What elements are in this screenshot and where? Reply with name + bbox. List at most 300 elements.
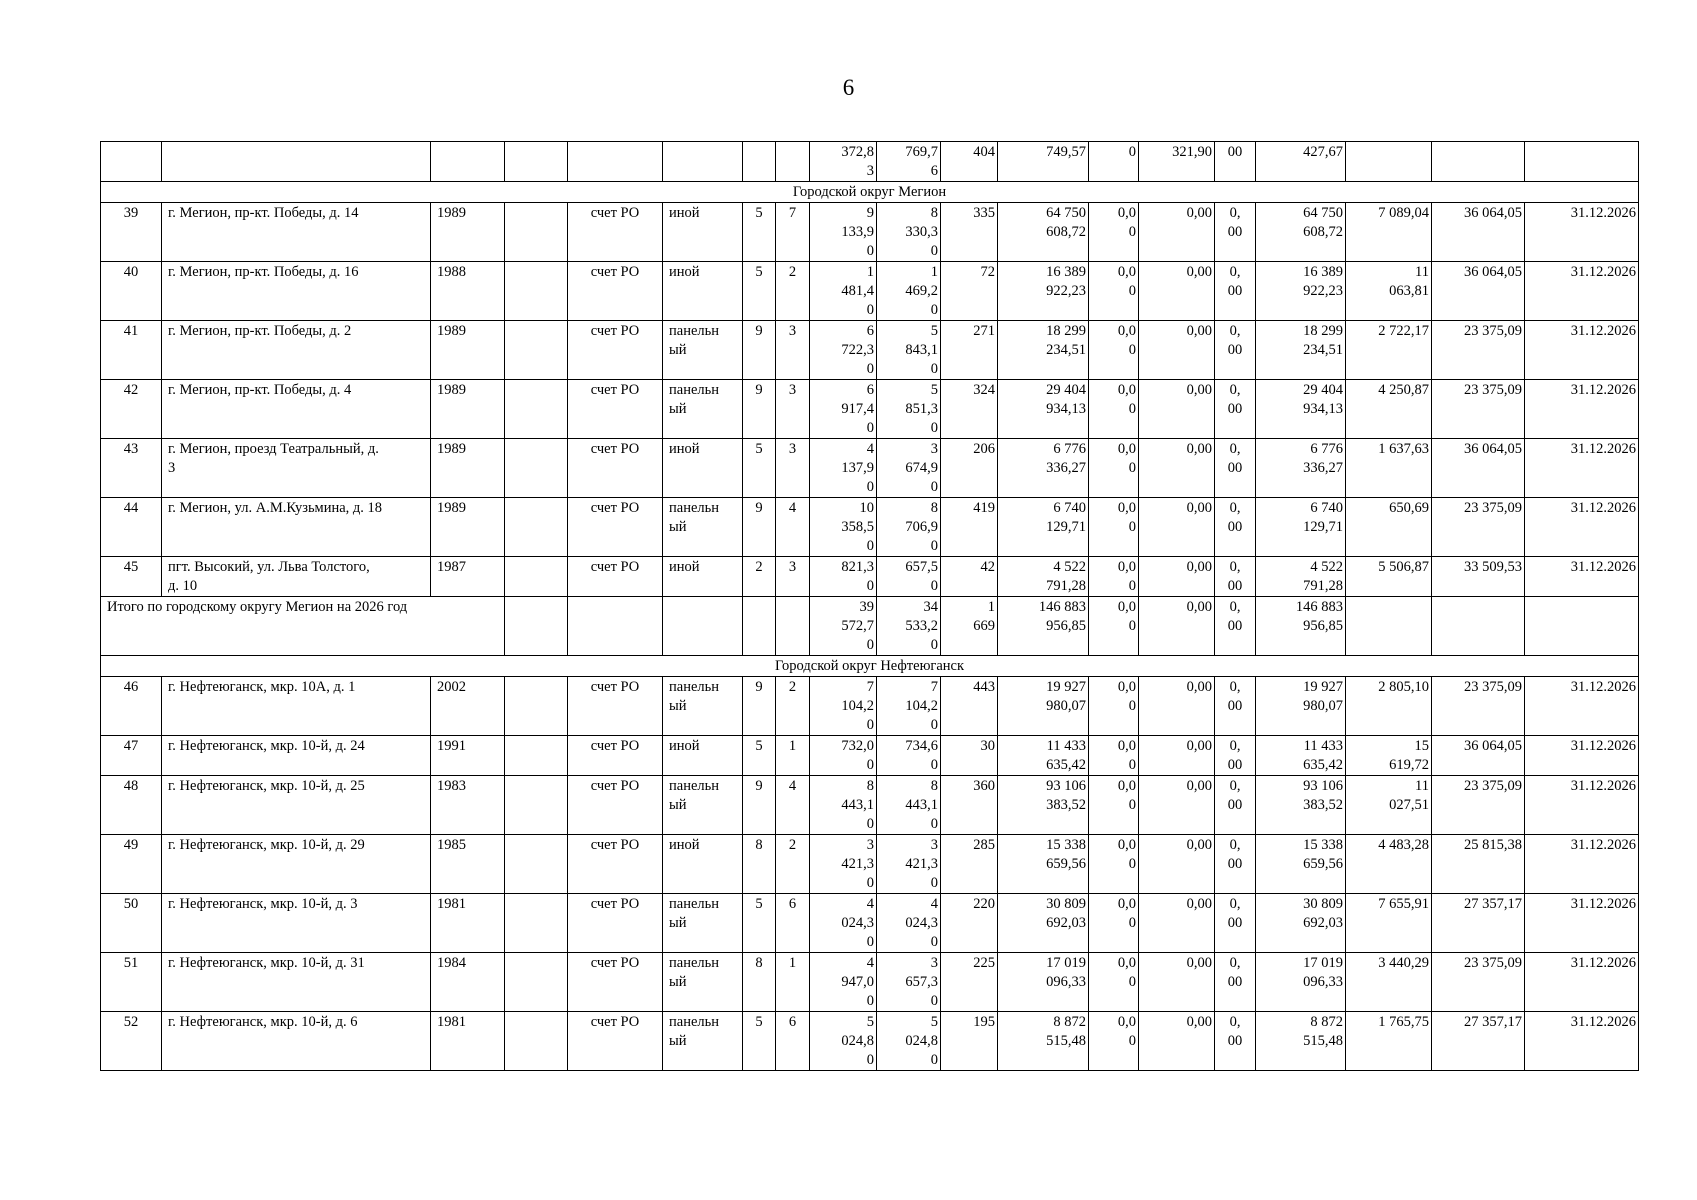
cell-fund-method: счет РО [568, 498, 663, 557]
total-label: Итого по городскому округу Мегион на 2026 год [101, 597, 505, 656]
cell-repair-cost-total: 17 019 096,33 [998, 953, 1089, 1012]
cell-owner-funds: 16 389 922,23 [1256, 262, 1346, 321]
cell-wall-material: панельн ый [663, 1012, 743, 1071]
cell-fund-method: счет РО [568, 776, 663, 835]
cell-repair-cost-total: 6 776 336,27 [998, 439, 1089, 498]
cell-fund-method: счет РО [568, 894, 663, 953]
cell-floors: 9 [743, 677, 776, 736]
cell-repair-cost-total: 18 299 234,51 [998, 321, 1089, 380]
cell-unit-cost [1346, 597, 1432, 656]
cell-living-area: 3 674,9 0 [877, 439, 941, 498]
cell-fund-budget: 0,0 0 [1089, 1012, 1139, 1071]
cell-total-area: 9 133,9 0 [810, 203, 877, 262]
cell-fund-budget: 0,0 0 [1089, 380, 1139, 439]
cell-completion-date: 31.12.2026 [1525, 557, 1639, 597]
cell-regional-budget: 0,00 [1139, 953, 1215, 1012]
cell-year-built: 1989 [431, 203, 505, 262]
cell-blank-col [505, 677, 568, 736]
cell-local-budget: 0, 00 [1215, 380, 1256, 439]
cell-floors: 5 [743, 203, 776, 262]
cell-living-area: 657,5 0 [877, 557, 941, 597]
cell-living-area: 5 851,3 0 [877, 380, 941, 439]
cell-completion-date [1525, 142, 1639, 182]
cell-total-area: 4 137,9 0 [810, 439, 877, 498]
cell-unit-cost: 7 655,91 [1346, 894, 1432, 953]
section-header [101, 182, 1639, 203]
cell-fund-method: счет РО [568, 439, 663, 498]
cell-row-number: 50 [101, 894, 162, 953]
cell-max-unit-cost: 23 375,09 [1432, 677, 1525, 736]
cell-residents: 443 [941, 677, 998, 736]
cell-living-area: 7 104,2 0 [877, 677, 941, 736]
cell-wall-material: панельн ый [663, 498, 743, 557]
cell-wall-material: иной [663, 439, 743, 498]
cell-floors: 9 [743, 321, 776, 380]
cell-address: пгт. Высокий, ул. Льва Толстого, д. 10 [162, 557, 431, 597]
cell-fund-budget: 0,0 0 [1089, 776, 1139, 835]
cell-address: г. Нефтеюганск, мкр. 10-й, д. 31 [162, 953, 431, 1012]
cell-completion-date: 31.12.2026 [1525, 439, 1639, 498]
cell-blank-col [505, 736, 568, 776]
cell-local-budget: 00 [1215, 142, 1256, 182]
cell-regional-budget: 0,00 [1139, 835, 1215, 894]
cell-fund-budget: 0 [1089, 142, 1139, 182]
cell-completion-date: 31.12.2026 [1525, 321, 1639, 380]
section-title: Городской округ Нефтеюганск [101, 656, 1639, 677]
cell-address: г. Нефтеюганск, мкр. 10А, д. 1 [162, 677, 431, 736]
cell-address: г. Мегион, пр-кт. Победы, д. 14 [162, 203, 431, 262]
cell-year-built: 1989 [431, 439, 505, 498]
cell-owner-funds: 29 404 934,13 [1256, 380, 1346, 439]
cell-blank-col [505, 380, 568, 439]
cell-local-budget: 0, 00 [1215, 321, 1256, 380]
cell-year-built: 1981 [431, 894, 505, 953]
cell-max-unit-cost: 23 375,09 [1432, 321, 1525, 380]
cell-residents: 285 [941, 835, 998, 894]
cell-fund-budget: 0,0 0 [1089, 557, 1139, 597]
cell-year-built: 1983 [431, 776, 505, 835]
cell-fund-budget: 0,0 0 [1089, 953, 1139, 1012]
cell-entrances: 2 [776, 677, 810, 736]
cell-max-unit-cost: 36 064,05 [1432, 262, 1525, 321]
cell-owner-funds: 15 338 659,56 [1256, 835, 1346, 894]
cell-owner-funds: 64 750 608,72 [1256, 203, 1346, 262]
cell-row-number: 51 [101, 953, 162, 1012]
cell-wall-material: иной [663, 203, 743, 262]
cell-address: г. Нефтеюганск, мкр. 10-й, д. 24 [162, 736, 431, 776]
cell-year-built [431, 142, 505, 182]
cell-wall-material: иной [663, 835, 743, 894]
cell-fund-method: счет РО [568, 953, 663, 1012]
cell-fund-method: счет РО [568, 835, 663, 894]
cell-floors: 5 [743, 439, 776, 498]
cell-year-built: 2002 [431, 677, 505, 736]
cell-max-unit-cost: 23 375,09 [1432, 953, 1525, 1012]
table-row [101, 953, 1639, 1012]
cell-residents: 72 [941, 262, 998, 321]
cell-local-budget: 0, 00 [1215, 439, 1256, 498]
cell-max-unit-cost: 36 064,05 [1432, 439, 1525, 498]
cell-blank-col [505, 439, 568, 498]
cell-owner-funds: 18 299 234,51 [1256, 321, 1346, 380]
cell-entrances [776, 597, 810, 656]
cell-entrances: 7 [776, 203, 810, 262]
cell-residents: 271 [941, 321, 998, 380]
cell-address [162, 142, 431, 182]
table-row [101, 894, 1639, 953]
cell-unit-cost: 3 440,29 [1346, 953, 1432, 1012]
cell-unit-cost [1346, 142, 1432, 182]
carry-over-row [101, 142, 1639, 182]
cell-local-budget: 0, 00 [1215, 203, 1256, 262]
cell-unit-cost: 7 089,04 [1346, 203, 1432, 262]
cell-living-area: 5 024,8 0 [877, 1012, 941, 1071]
cell-blank-col [505, 835, 568, 894]
cell-blank-col [505, 557, 568, 597]
cell-wall-material: панельн ый [663, 677, 743, 736]
cell-completion-date: 31.12.2026 [1525, 677, 1639, 736]
cell-entrances: 6 [776, 894, 810, 953]
cell-regional-budget: 0,00 [1139, 321, 1215, 380]
cell-fund-budget: 0,0 0 [1089, 835, 1139, 894]
cell-residents: 360 [941, 776, 998, 835]
cell-living-area: 3 657,3 0 [877, 953, 941, 1012]
cell-total-area: 4 024,3 0 [810, 894, 877, 953]
cell-local-budget: 0, 00 [1215, 597, 1256, 656]
section-title: Городской округ Мегион [101, 182, 1639, 203]
cell-repair-cost-total: 6 740 129,71 [998, 498, 1089, 557]
cell-owner-funds: 146 883 956,85 [1256, 597, 1346, 656]
cell-entrances: 6 [776, 1012, 810, 1071]
cell-unit-cost: 1 765,75 [1346, 1012, 1432, 1071]
cell-row-number: 49 [101, 835, 162, 894]
cell-floors: 5 [743, 894, 776, 953]
cell-max-unit-cost [1432, 597, 1525, 656]
cell-repair-cost-total: 16 389 922,23 [998, 262, 1089, 321]
cell-wall-material: иной [663, 557, 743, 597]
cell-owner-funds: 19 927 980,07 [1256, 677, 1346, 736]
cell-year-built: 1985 [431, 835, 505, 894]
cell-floors: 8 [743, 835, 776, 894]
cell-max-unit-cost [1432, 142, 1525, 182]
cell-fund-method: счет РО [568, 736, 663, 776]
cell-residents: 335 [941, 203, 998, 262]
cell-local-budget: 0, 00 [1215, 498, 1256, 557]
cell-total-area: 372,8 3 [810, 142, 877, 182]
cell-year-built: 1984 [431, 953, 505, 1012]
table-row [101, 321, 1639, 380]
cell-max-unit-cost: 33 509,53 [1432, 557, 1525, 597]
cell-entrances: 1 [776, 953, 810, 1012]
capital-repair-table [100, 141, 1639, 1071]
cell-total-area: 8 443,1 0 [810, 776, 877, 835]
cell-max-unit-cost: 27 357,17 [1432, 894, 1525, 953]
cell-completion-date: 31.12.2026 [1525, 203, 1639, 262]
cell-local-budget: 0, 00 [1215, 953, 1256, 1012]
cell-regional-budget: 0,00 [1139, 498, 1215, 557]
cell-blank-col [505, 776, 568, 835]
cell-regional-budget: 0,00 [1139, 597, 1215, 656]
cell-total-area: 39 572,7 0 [810, 597, 877, 656]
cell-unit-cost: 4 250,87 [1346, 380, 1432, 439]
cell-owner-funds: 8 872 515,48 [1256, 1012, 1346, 1071]
cell-living-area: 4 024,3 0 [877, 894, 941, 953]
cell-wall-material [663, 142, 743, 182]
cell-address: г. Мегион, пр-кт. Победы, д. 4 [162, 380, 431, 439]
cell-living-area: 769,7 6 [877, 142, 941, 182]
cell-repair-cost-total: 29 404 934,13 [998, 380, 1089, 439]
cell-fund-method: счет РО [568, 677, 663, 736]
cell-repair-cost-total: 8 872 515,48 [998, 1012, 1089, 1071]
cell-year-built: 1987 [431, 557, 505, 597]
cell-fund-budget: 0,0 0 [1089, 262, 1139, 321]
cell-fund-method [568, 142, 663, 182]
cell-row-number: 45 [101, 557, 162, 597]
cell-completion-date: 31.12.2026 [1525, 1012, 1639, 1071]
cell-entrances: 3 [776, 557, 810, 597]
cell-address: г. Мегион, ул. А.М.Кузьмина, д. 18 [162, 498, 431, 557]
cell-year-built: 1989 [431, 321, 505, 380]
cell-max-unit-cost: 36 064,05 [1432, 736, 1525, 776]
cell-living-area: 3 421,3 0 [877, 835, 941, 894]
cell-regional-budget: 0,00 [1139, 776, 1215, 835]
cell-row-number: 40 [101, 262, 162, 321]
cell-wall-material: иной [663, 736, 743, 776]
cell-wall-material: панельн ый [663, 894, 743, 953]
cell-repair-cost-total: 64 750 608,72 [998, 203, 1089, 262]
cell-owner-funds: 427,67 [1256, 142, 1346, 182]
cell-regional-budget: 0,00 [1139, 203, 1215, 262]
cell-address: г. Нефтеюганск, мкр. 10-й, д. 3 [162, 894, 431, 953]
cell-owner-funds: 17 019 096,33 [1256, 953, 1346, 1012]
cell-local-budget: 0, 00 [1215, 677, 1256, 736]
cell-year-built: 1988 [431, 262, 505, 321]
section-header [101, 656, 1639, 677]
cell-address: г. Мегион, пр-кт. Победы, д. 16 [162, 262, 431, 321]
cell-fund-budget: 0,0 0 [1089, 677, 1139, 736]
cell-living-area: 34 533,2 0 [877, 597, 941, 656]
cell-repair-cost-total: 19 927 980,07 [998, 677, 1089, 736]
cell-unit-cost: 11 063,81 [1346, 262, 1432, 321]
cell-wall-material: панельн ый [663, 776, 743, 835]
cell-total-area: 1 481,4 0 [810, 262, 877, 321]
cell-blank-col [505, 321, 568, 380]
cell-entrances: 3 [776, 321, 810, 380]
cell-residents: 404 [941, 142, 998, 182]
table-row [101, 439, 1639, 498]
cell-completion-date: 31.12.2026 [1525, 835, 1639, 894]
cell-floors: 9 [743, 498, 776, 557]
cell-unit-cost: 11 027,51 [1346, 776, 1432, 835]
cell-year-built: 1989 [431, 380, 505, 439]
cell-row-number: 41 [101, 321, 162, 380]
table-row [101, 835, 1639, 894]
cell-fund-budget: 0,0 0 [1089, 321, 1139, 380]
cell-completion-date: 31.12.2026 [1525, 380, 1639, 439]
cell-floors: 9 [743, 776, 776, 835]
cell-total-area: 3 421,3 0 [810, 835, 877, 894]
cell-blank-col [505, 597, 568, 656]
cell-regional-budget: 0,00 [1139, 262, 1215, 321]
cell-floors: 2 [743, 557, 776, 597]
cell-completion-date: 31.12.2026 [1525, 262, 1639, 321]
cell-row-number: 44 [101, 498, 162, 557]
cell-unit-cost: 650,69 [1346, 498, 1432, 557]
cell-regional-budget: 0,00 [1139, 439, 1215, 498]
cell-living-area: 8 330,3 0 [877, 203, 941, 262]
cell-living-area: 5 843,1 0 [877, 321, 941, 380]
cell-fund-budget: 0,0 0 [1089, 736, 1139, 776]
cell-total-area: 6 722,3 0 [810, 321, 877, 380]
cell-unit-cost: 5 506,87 [1346, 557, 1432, 597]
cell-blank-col [505, 953, 568, 1012]
cell-blank-col [505, 262, 568, 321]
cell-owner-funds: 30 809 692,03 [1256, 894, 1346, 953]
cell-fund-budget: 0,0 0 [1089, 597, 1139, 656]
cell-local-budget: 0, 00 [1215, 835, 1256, 894]
cell-address: г. Мегион, проезд Театральный, д. 3 [162, 439, 431, 498]
cell-blank-col [505, 142, 568, 182]
cell-regional-budget: 0,00 [1139, 736, 1215, 776]
cell-floors: 8 [743, 953, 776, 1012]
cell-entrances: 1 [776, 736, 810, 776]
cell-residents: 195 [941, 1012, 998, 1071]
cell-row-number [101, 142, 162, 182]
cell-row-number: 42 [101, 380, 162, 439]
cell-fund-budget: 0,0 0 [1089, 498, 1139, 557]
cell-regional-budget: 0,00 [1139, 1012, 1215, 1071]
cell-max-unit-cost: 27 357,17 [1432, 1012, 1525, 1071]
cell-local-budget: 0, 00 [1215, 776, 1256, 835]
cell-blank-col [505, 894, 568, 953]
cell-wall-material: панельн ый [663, 380, 743, 439]
cell-total-area: 6 917,4 0 [810, 380, 877, 439]
page-number: 6 [842, 75, 855, 100]
cell-regional-budget: 0,00 [1139, 557, 1215, 597]
cell-fund-method: счет РО [568, 203, 663, 262]
cell-blank-col [505, 1012, 568, 1071]
cell-fund-method: счет РО [568, 321, 663, 380]
cell-repair-cost-total: 11 433 635,42 [998, 736, 1089, 776]
cell-owner-funds: 6 740 129,71 [1256, 498, 1346, 557]
cell-local-budget: 0, 00 [1215, 557, 1256, 597]
cell-entrances: 4 [776, 776, 810, 835]
cell-entrances: 2 [776, 835, 810, 894]
cell-residents: 30 [941, 736, 998, 776]
cell-unit-cost: 15 619,72 [1346, 736, 1432, 776]
cell-owner-funds: 93 106 383,52 [1256, 776, 1346, 835]
cell-fund-method: счет РО [568, 557, 663, 597]
cell-blank-col [505, 498, 568, 557]
cell-max-unit-cost: 23 375,09 [1432, 380, 1525, 439]
cell-owner-funds: 11 433 635,42 [1256, 736, 1346, 776]
table-row [101, 498, 1639, 557]
cell-regional-budget: 0,00 [1139, 894, 1215, 953]
cell-entrances: 2 [776, 262, 810, 321]
table-row [101, 776, 1639, 835]
cell-row-number: 47 [101, 736, 162, 776]
cell-completion-date: 31.12.2026 [1525, 953, 1639, 1012]
cell-completion-date [1525, 597, 1639, 656]
cell-total-area: 732,0 0 [810, 736, 877, 776]
cell-living-area: 8 443,1 0 [877, 776, 941, 835]
cell-repair-cost-total: 4 522 791,28 [998, 557, 1089, 597]
cell-entrances: 4 [776, 498, 810, 557]
cell-living-area: 1 469,2 0 [877, 262, 941, 321]
cell-owner-funds: 6 776 336,27 [1256, 439, 1346, 498]
cell-repair-cost-total: 93 106 383,52 [998, 776, 1089, 835]
cell-residents: 419 [941, 498, 998, 557]
cell-local-budget: 0, 00 [1215, 1012, 1256, 1071]
cell-total-area: 4 947,0 0 [810, 953, 877, 1012]
cell-address: г. Нефтеюганск, мкр. 10-й, д. 6 [162, 1012, 431, 1071]
table-row [101, 1012, 1639, 1071]
cell-total-area: 5 024,8 0 [810, 1012, 877, 1071]
cell-year-built: 1981 [431, 1012, 505, 1071]
cell-local-budget: 0, 00 [1215, 894, 1256, 953]
cell-unit-cost: 1 637,63 [1346, 439, 1432, 498]
cell-floors: 5 [743, 736, 776, 776]
cell-row-number: 48 [101, 776, 162, 835]
cell-local-budget: 0, 00 [1215, 262, 1256, 321]
cell-regional-budget: 0,00 [1139, 677, 1215, 736]
cell-year-built: 1989 [431, 498, 505, 557]
cell-floors [743, 597, 776, 656]
cell-completion-date: 31.12.2026 [1525, 894, 1639, 953]
cell-fund-method [568, 597, 663, 656]
cell-fund-method: счет РО [568, 262, 663, 321]
cell-residents: 324 [941, 380, 998, 439]
cell-local-budget: 0, 00 [1215, 736, 1256, 776]
cell-entrances: 3 [776, 380, 810, 439]
cell-blank-col [505, 203, 568, 262]
cell-unit-cost: 2 722,17 [1346, 321, 1432, 380]
cell-residents: 206 [941, 439, 998, 498]
cell-floors: 9 [743, 380, 776, 439]
cell-unit-cost: 4 483,28 [1346, 835, 1432, 894]
cell-row-number: 39 [101, 203, 162, 262]
cell-fund-budget: 0,0 0 [1089, 439, 1139, 498]
table-row [101, 736, 1639, 776]
cell-total-area: 7 104,2 0 [810, 677, 877, 736]
table-row [101, 557, 1639, 597]
cell-total-area: 821,3 0 [810, 557, 877, 597]
cell-residents: 225 [941, 953, 998, 1012]
cell-year-built: 1991 [431, 736, 505, 776]
cell-row-number: 52 [101, 1012, 162, 1071]
cell-repair-cost-total: 749,57 [998, 142, 1089, 182]
table-row [101, 262, 1639, 321]
cell-floors [743, 142, 776, 182]
cell-unit-cost: 2 805,10 [1346, 677, 1432, 736]
cell-address: г. Мегион, пр-кт. Победы, д. 2 [162, 321, 431, 380]
cell-fund-budget: 0,0 0 [1089, 894, 1139, 953]
cell-regional-budget: 0,00 [1139, 380, 1215, 439]
cell-max-unit-cost: 25 815,38 [1432, 835, 1525, 894]
cell-repair-cost-total: 15 338 659,56 [998, 835, 1089, 894]
cell-regional-budget: 321,90 [1139, 142, 1215, 182]
cell-max-unit-cost: 23 375,09 [1432, 498, 1525, 557]
cell-address: г. Нефтеюганск, мкр. 10-й, д. 29 [162, 835, 431, 894]
cell-wall-material [663, 597, 743, 656]
cell-floors: 5 [743, 262, 776, 321]
cell-residents: 1 669 [941, 597, 998, 656]
cell-address: г. Нефтеюганск, мкр. 10-й, д. 25 [162, 776, 431, 835]
cell-living-area: 734,6 0 [877, 736, 941, 776]
cell-completion-date: 31.12.2026 [1525, 498, 1639, 557]
cell-max-unit-cost: 23 375,09 [1432, 776, 1525, 835]
cell-total-area: 10 358,5 0 [810, 498, 877, 557]
